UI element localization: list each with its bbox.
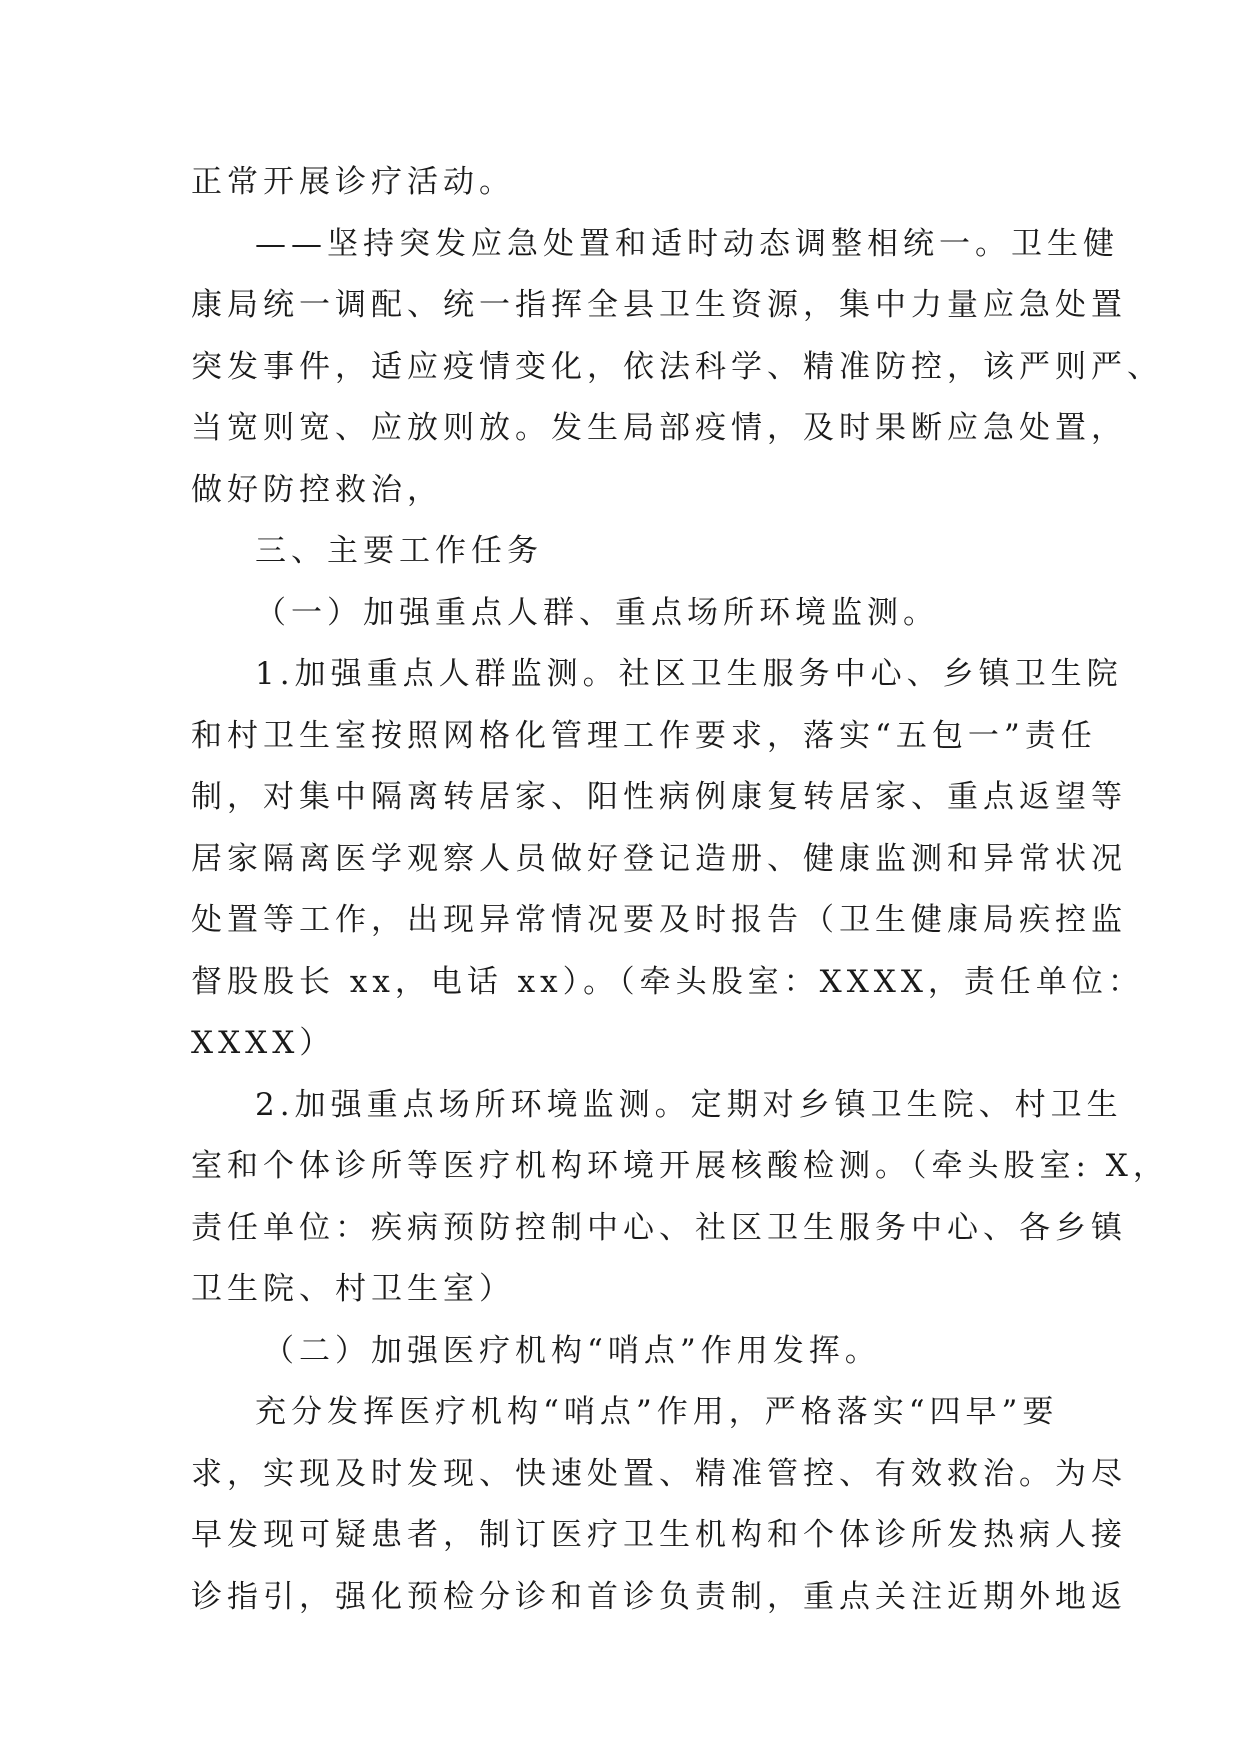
subsection-heading: （一）加强重点人群、重点场所环境监测。	[255, 594, 939, 631]
section-heading: 三、主要工作任务	[255, 533, 543, 569]
text-line: 居家隔离医学观察人员做好登记造册、健康监测和异常状况	[191, 840, 1127, 877]
text-line: 正常开展诊疗活动。	[191, 164, 515, 200]
text-line: 和村卫生室按照网格化管理工作要求，落实“五包一”责任	[191, 717, 1097, 754]
text-line: XXXX）	[191, 1025, 336, 1061]
text-line: 做好防控救治，	[191, 471, 443, 508]
text-line: 早发现可疑患者，制订医疗卫生机构和个体诊所发热病人接	[191, 1517, 1127, 1553]
text-line: 诊指引，强化预检分诊和首诊负责制，重点关注近期外地返	[191, 1578, 1127, 1615]
text-line: 突发事件，适应疫情变化，依法科学、精准防控，该严则严、	[191, 348, 1163, 385]
text-line: 责任单位：疾病预防控制中心、社区卫生服务中心、各乡镇	[191, 1209, 1127, 1246]
paragraph-sentinel: 充分发挥医疗机构“哨点”作用，严格落实“四早”要	[255, 1394, 1059, 1430]
text-line: 制，对集中隔离转居家、阳性病例康复转居家、重点返望等	[191, 779, 1127, 815]
paragraph-principle: ——坚持突发应急处置和适时动态调整相统一。卫生健	[255, 225, 1119, 262]
paragraph-item-2: 2.加强重点场所环境监测。定期对乡镇卫生院、村卫生	[255, 1086, 1123, 1123]
text-line: 室和个体诊所等医疗机构环境开展核酸检测。（牵头股室: X，	[191, 1148, 1169, 1184]
text-line: 康局统一调配、统一指挥全县卫生资源，集中力量应急处置	[191, 287, 1127, 323]
subsection-heading: （二）加强医疗机构“哨点”作用发挥。	[263, 1332, 881, 1369]
paragraph-item-1: 1.加强重点人群监测。社区卫生服务中心、乡镇卫生院	[255, 656, 1123, 692]
document-body	[191, 152, 1169, 1628]
text-line: 卫生院、村卫生室）	[191, 1271, 515, 1307]
text-line: 处置等工作，出现异常情况要及时报告（卫生健康局疾控监	[191, 902, 1127, 938]
text-line: 督股股长 xx，电话 xx）。（牵头股室：XXXX，责任单位：	[191, 963, 1144, 1000]
text-line: 求，实现及时发现、快速处置、精准管控、有效救治。为尽	[191, 1455, 1127, 1492]
text-line: 当宽则宽、应放则放。发生局部疫情，及时果断应急处置，	[191, 410, 1127, 446]
